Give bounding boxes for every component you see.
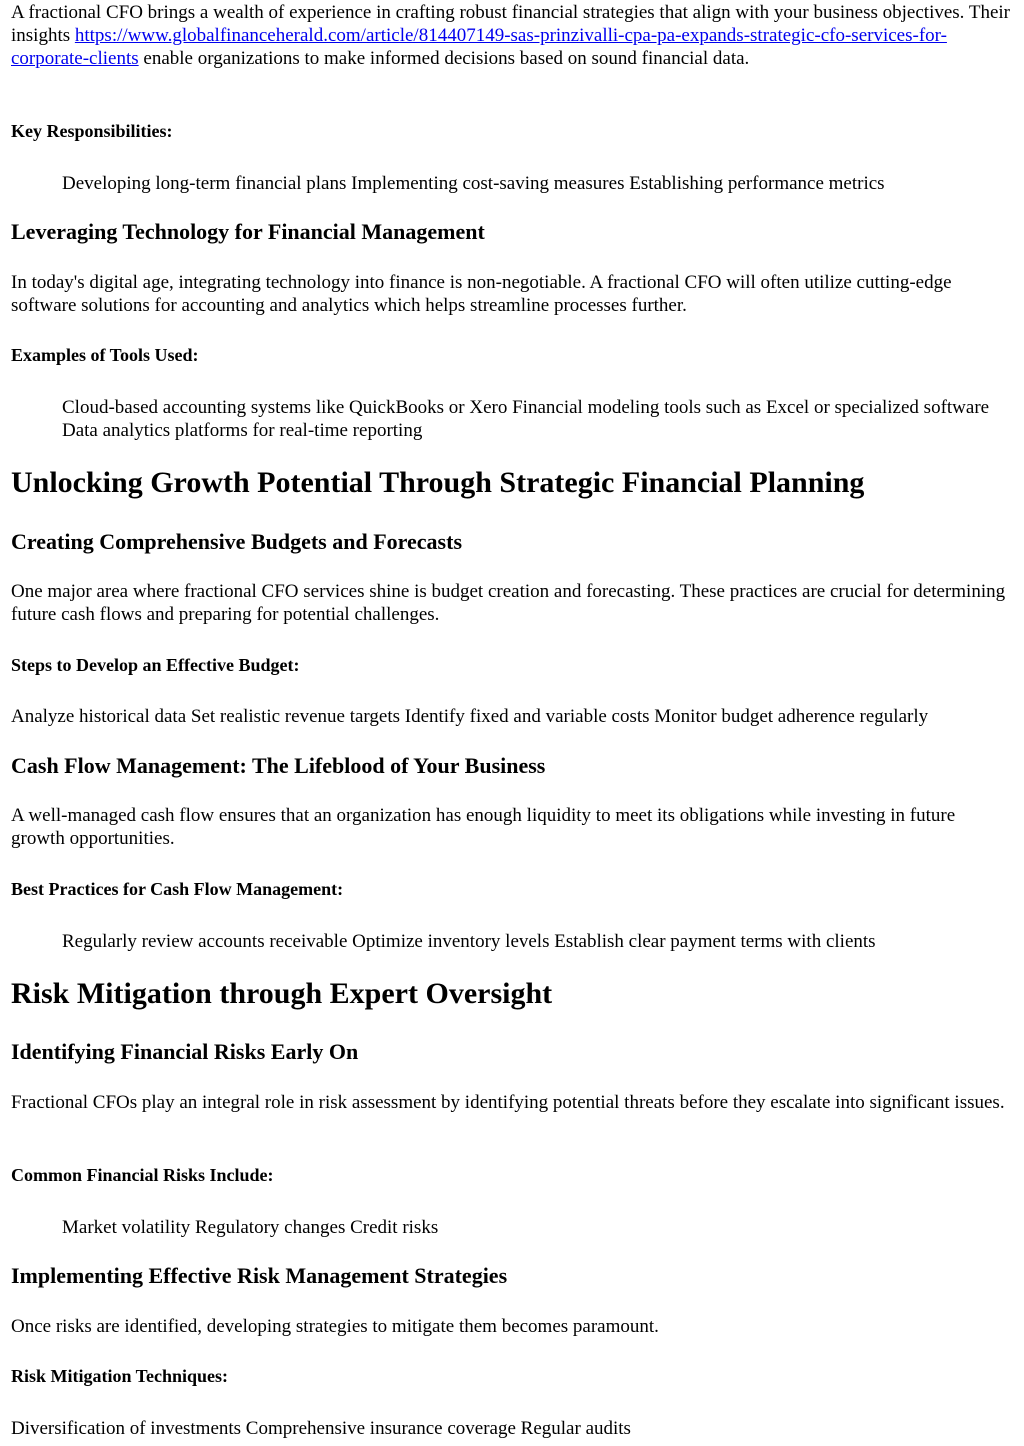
tools-used-label: Examples of Tools Used:	[11, 345, 199, 365]
budget-steps-label: Steps to Develop an Effective Budget:	[11, 655, 300, 675]
budgets-heading: Creating Comprehensive Budgets and Forecasts	[11, 529, 462, 554]
budget-steps-list: Analyze historical data Set realistic revenue targets Identify fixed and variable costs Monitor budget adherence regularly	[11, 706, 929, 727]
intro-text-start: A fractional CFO brings a wealth of experience in crafting robust financial strategies that align with your business objectives. Their insights	[11, 2, 1010, 46]
identify-risks-heading: Identifying Financial Risks Early On	[11, 1039, 359, 1064]
technology-heading: Leveraging Technology for Financial Management	[11, 219, 485, 244]
identify-risks-paragraph: Fractional CFOs play an integral role in risk assessment by identifying potential threats before they escalate into significant issues.	[11, 1092, 1005, 1113]
cashflow-heading: Cash Flow Management: The Lifeblood of Your Business	[11, 753, 546, 778]
risk-section-heading: Risk Mitigation through Expert Oversight	[11, 977, 553, 1010]
common-risks-list: Market volatility Regulatory changes Credit risks	[62, 1217, 439, 1238]
risk-strategies-heading: Implementing Effective Risk Management Strategies	[11, 1263, 508, 1288]
cashflow-practices-label: Best Practices for Cash Flow Management:	[11, 879, 344, 899]
article-source-link[interactable]: https://www.globalfinanceherald.com/article/814407149-sas-prinzivalli-cpa-pa-expands-strategic-cfo-services-for-corporate-clients	[11, 25, 947, 69]
key-responsibilities-list: Developing long-term financial plans Implementing cost-saving measures Establishing performance metrics	[62, 173, 885, 194]
budgets-paragraph: One major area where fractional CFO services shine is budget creation and forecasting. These practices are crucial for determining future cash flows and preparing for potential challenges.	[11, 581, 1006, 625]
intro-paragraph	[11, 1, 1010, 70]
mitigation-techniques-label: Risk Mitigation Techniques:	[11, 1366, 229, 1386]
key-responsibilities-label: Key Responsibilities:	[11, 121, 173, 141]
risk-strategies-paragraph: Once risks are identified, developing strategies to mitigate them becomes paramount.	[11, 1316, 659, 1337]
growth-section-heading: Unlocking Growth Potential Through Strategic Financial Planning	[11, 466, 865, 499]
common-risks-label: Common Financial Risks Include:	[11, 1165, 274, 1185]
tools-used-list: Cloud-based accounting systems like QuickBooks or Xero Financial modeling tools such as Excel or specialized software Data analytics platforms for real-time reporting	[62, 397, 990, 441]
cashflow-paragraph: A well-managed cash flow ensures that an organization has enough liquidity to meet its obligations while investing in future growth opportunities.	[11, 805, 956, 849]
intro-text-end: enable organizations to make informed decisions based on sound financial data.	[138, 48, 750, 69]
cashflow-practices-list: Regularly review accounts receivable Optimize inventory levels Establish clear payment terms with clients	[62, 931, 876, 952]
technology-paragraph: In today's digital age, integrating technology into finance is non-negotiable. A fractional CFO will often utilize cutting-edge software solutions for accounting and analytics which helps streamline processes further.	[11, 272, 952, 316]
mitigation-techniques-list: Diversification of investments Comprehensive insurance coverage Regular audits	[11, 1418, 631, 1439]
